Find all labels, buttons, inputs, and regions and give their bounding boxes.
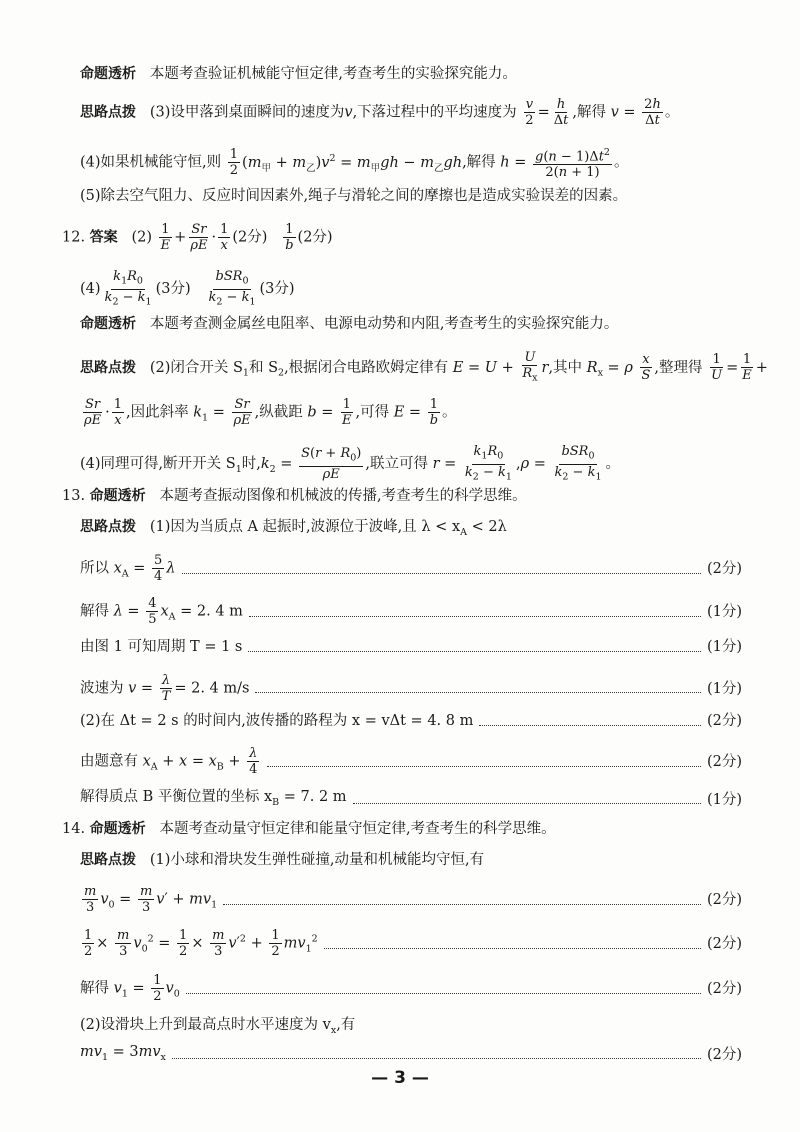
formula: $\frac{m}{3}$ <box>117 928 130 959</box>
score: (1分) <box>706 680 742 697</box>
hint-text: (1)因为当质点 A 起振时,波源位于波峰,且 λ < x <box>149 519 461 535</box>
q12-analysis <box>80 313 742 335</box>
hint-text: ,下落过程中的平均速度为 <box>352 104 517 121</box>
q11-analysis <box>80 63 742 85</box>
step-text: 所以 <box>80 560 109 577</box>
formula: $\frac{1}{E}$ <box>742 352 752 384</box>
q13-analysis <box>62 485 742 507</box>
score: (2分) <box>706 1046 742 1063</box>
formula: $\frac{Sr}{\rho E}$ <box>190 222 208 253</box>
hint-heading: 思路点拨 <box>80 852 136 868</box>
q13-step-1: 所以 $x_A$ = $\frac{5}{4}$ λ (2分) <box>80 553 742 584</box>
formula: $\frac{1}{x}$ <box>220 222 229 253</box>
hint-heading: 思路点拨 <box>80 359 136 376</box>
formula: $\frac{\lambda}{T}$ <box>161 673 171 704</box>
leader-dots <box>249 616 701 617</box>
hint-text: ,其中 <box>548 359 583 376</box>
score: (2分) <box>706 561 742 578</box>
formula: $\frac{h}{\Delta t}$ <box>553 97 569 128</box>
analysis-heading: 命题透析 <box>80 66 136 82</box>
formula: v <box>344 104 353 121</box>
formula: $\frac{1}{b}$ <box>285 222 294 253</box>
q14-hint-2: (2)设滑块上升到最高点时水平速度为 $v_x$,有 <box>80 1017 356 1036</box>
hint-text: ,整理得 <box>654 359 703 376</box>
hint-text: ,可得 <box>355 404 390 421</box>
hint-text: ,联立可得 <box>365 456 428 473</box>
q12-hint-2-cont: $\frac{Sr}{\rho E}$ · $\frac{1}{x}$ ,因此斜率 $k_1$ = $\frac{Sr}{\rho E}$ ,纵截距 b = $\frac{1}{E}$ ,可得 E = $\frac{1}{b}$ 。 <box>84 397 457 428</box>
hint-text: < 2λ <box>467 519 507 535</box>
formula: $\frac{1}{b}$ <box>429 397 439 428</box>
q13-step-5 <box>80 710 742 732</box>
score: (2分) <box>706 892 742 909</box>
leader-dots <box>324 948 701 949</box>
q14-analysis <box>62 818 742 840</box>
q12-answer-4 <box>80 269 742 309</box>
q14-hint <box>80 849 742 871</box>
leader-dots <box>186 993 701 994</box>
formula: $\frac{bSR_0}{k_2 - k_1}$ <box>208 269 256 308</box>
q13-hint: 思路点拨 (1)因为当质点 A 起振时,波源位于波峰,且 $\lambda < x_A < 2\lambda$ <box>80 519 507 538</box>
q11-hint-5: (5)除去空气阻力、反应时间因素外,绳子与滑轮之间的摩擦也是造成实验误差的因素。 <box>80 188 628 204</box>
q12-answer: 12. 答案 (2) $\frac{1}{E}$ + $\frac{Sr}{\rho E}$ · $\frac{1}{x}$ (2分) $\frac{1}{b}$ (2分) <box>62 222 333 253</box>
leader-dots <box>223 904 701 905</box>
q12-hint-2: 思路点拨 (2)闭合开关 $S_1$和 $S_2$,根据闭合电路欧姆定律有 E = U + $\frac{U}{R_x}$ r,其中 $R_x = \rho$ $\frac{x}{S}$ ,整理得 $\frac{1}{U}$ = $\frac{1}{E}$ + <box>80 350 768 384</box>
analysis-text: 本题考查振动图像和机械波的传播,考查考生的科学思维。 <box>159 488 527 504</box>
q14-step-2: $\frac{1}{2}$ × $\frac{m}{3}$ $v_0^2$ = $\frac{1}{2}$ × $\frac{m}{3}$ $v'^2$ + $\frac{1}{2}$ $mv_1^2$ (2分) <box>84 928 742 959</box>
formula: $\frac{1}{E}$ <box>160 222 171 253</box>
formula: $\frac{g(n - 1)\Delta t^2}{2(n + 1)}$ <box>535 147 610 181</box>
hint-heading: 思路点拨 <box>80 104 136 121</box>
analysis-text: 本题考查动量守恒定律和能量守恒定律,考查考生的科学思维。 <box>159 821 556 837</box>
hint-text: ,有 <box>336 1017 356 1033</box>
formula: $\frac{x}{S}$ <box>641 352 651 384</box>
formula: $\frac{5}{4}$ <box>154 553 163 584</box>
answer-text: (2) <box>131 229 153 246</box>
hint-text: (2)设滑块上升到最高点时水平速度为 v <box>80 1017 331 1033</box>
question-number: 14. <box>62 821 86 837</box>
leader-dots <box>172 1058 701 1059</box>
formula: $\frac{1}{2}$ <box>229 147 239 179</box>
hint-text: (1)小球和滑块发生弹性碰撞,动量和机械能均守恒,有 <box>149 852 485 868</box>
page-number: — 3 — <box>371 1068 429 1088</box>
step-text: 解得 <box>80 603 109 620</box>
analysis-heading: 命题透析 <box>80 316 136 332</box>
q13-step-6: 由题意有 $x_A + x = x_B$ + $\frac{\lambda}{4}$ (2分) <box>80 746 742 777</box>
leader-dots <box>267 766 701 767</box>
score: (2分) <box>706 981 742 998</box>
leader-dots <box>353 803 701 804</box>
q13-step-3 <box>80 636 742 658</box>
q13-step-4: 波速为 v = $\frac{\lambda}{T}$ = 2. 4 m/s (1分) <box>80 673 742 704</box>
step-text: 解得质点 B 平衡位置的坐标 x <box>80 789 273 805</box>
formula: $\frac{k_1R_0}{k_2 - k_1}$ <box>104 269 152 308</box>
formula: $\frac{1}{2}$ <box>84 928 93 959</box>
hint-text: (3)设甲落到桌面瞬间的速度为 <box>149 104 345 121</box>
formula: $\frac{Sr}{\rho E}$ <box>84 397 102 428</box>
analysis-heading: 命题透析 <box>89 821 146 837</box>
step-text: = 7. 2 m <box>279 789 347 805</box>
formula: $\frac{1}{E}$ <box>342 397 352 428</box>
hint-text: (4)如果机械能守恒,则 <box>80 154 222 171</box>
step-text: (2)在 Δt = 2 s 的时间内,波传播的路程为 x = vΔt = 4. 8 m <box>80 713 474 729</box>
q14-step-1: $\frac{m}{3}$ $v_0$ = $\frac{m}{3}$ $v' + mv_1$ (2分) <box>84 884 742 915</box>
q14-step-4: $mv_1 = 3mv_x$ (2分) <box>80 1041 742 1069</box>
analysis-text: 本题考查验证机械能守恒定律,考查考生的实验探究能力。 <box>149 66 517 82</box>
step-text: 由图 1 可知周期 T = 1 s <box>80 639 243 655</box>
hint-text: ,解得 <box>462 154 496 171</box>
hint-text: ,根据闭合电路欧姆定律有 <box>284 359 449 376</box>
leader-dots <box>248 651 701 652</box>
q11-hint-3: 思路点拨 (3)设甲落到桌面瞬间的速度为v,下落过程中的平均速度为 $\frac{v}{2}$ = $\frac{h}{\Delta t}$ ,解得 v = $\frac{2h}{\Delta t}$ 。 <box>80 97 680 128</box>
formula: $\frac{m}{3}$ <box>212 928 225 959</box>
formula: $\frac{Sr}{\rho E}$ <box>233 397 251 428</box>
score: (2分) <box>706 936 742 953</box>
hint-text: ,纵截距 <box>254 404 303 421</box>
score: (2分) <box>706 754 742 771</box>
q13-step-2: 解得 λ = $\frac{4}{5}$ $x_A = 2$. 4 m (1分) <box>80 596 742 627</box>
q13-step-7: 解得质点 B 平衡位置的坐标 $x_B = 7$. 2 m (1分) <box>80 786 742 814</box>
q11-hint-4: (4)如果机械能守恒,则 $\frac{1}{2}$ $(m_甲 + m_乙)v^2 = m_甲gh - m_乙gh$,解得 h = $\frac{g(n - 1)\Delta t^2}{2(n + 1)}$ 。 <box>80 147 629 181</box>
score: (2分) <box>297 229 333 246</box>
formula: $\frac{bSR_0}{k_2 - k_1}$ <box>554 444 602 483</box>
formula: $(m_甲 + m_乙)v^2 = m_甲gh - m_乙gh$ <box>242 152 463 174</box>
answer-text: (4) <box>80 281 101 298</box>
q12-hint-4: (4)同理可得,断开开关 $S_1$时$,k_2$ = $\frac{S(r + R_0)}{\rho E}$ ,联立可得 r = $\frac{k_1R_0}{k_2 - k_1}$ ,ρ = $\frac{bSR_0}{k_2 - k_1}$ 。 <box>80 444 621 483</box>
formula: $\frac{m}{3}$ <box>139 884 153 915</box>
hint-text: 和 S <box>248 359 279 376</box>
formula: $\frac{\lambda}{4}$ <box>249 746 258 777</box>
score: (3分) <box>259 281 295 298</box>
step-text: 由题意有 <box>80 753 138 770</box>
formula: $\frac{v}{2}$ <box>525 97 534 128</box>
answer-heading: 答案 <box>89 229 118 246</box>
analysis-text: 本题考查测金属丝电阻率、电源电动势和内阻,考查考生的实验探究能力。 <box>149 316 619 332</box>
formula: $\frac{2h}{\Delta t}$ <box>644 97 661 128</box>
leader-dots <box>182 573 701 574</box>
formula: $\frac{1}{2}$ <box>179 928 188 959</box>
formula: $\frac{U}{R_x}$ <box>522 350 538 384</box>
formula: $\frac{1}{2}$ <box>153 973 162 1004</box>
formula: $\frac{1}{x}$ <box>113 397 123 428</box>
hint-heading: 思路点拨 <box>80 519 136 535</box>
leader-dots <box>479 725 701 726</box>
hint-text: 时, <box>241 456 261 473</box>
score: (1分) <box>706 791 742 808</box>
formula: $\frac{1}{U}$ <box>711 352 723 384</box>
leader-dots <box>255 692 700 693</box>
hint-text: (4)同理可得,断开开关 S <box>80 456 236 473</box>
score: (1分) <box>706 639 742 655</box>
formula: $\frac{1}{2}$ <box>271 928 280 959</box>
question-number: 13. <box>62 488 86 504</box>
question-number: 12. <box>62 229 86 246</box>
analysis-heading: 命题透析 <box>89 488 146 504</box>
step-text: 波速为 <box>80 680 124 697</box>
score: (2分) <box>706 713 742 729</box>
score: (3分) <box>155 281 191 298</box>
hint-text: ,解得 <box>572 104 606 121</box>
hint-text: ,因此斜率 <box>126 404 189 421</box>
step-text: 解得 <box>80 980 109 997</box>
formula: $\frac{4}{5}$ <box>148 596 157 627</box>
formula: $\frac{S(r + R_0)}{\rho E}$ <box>301 446 362 482</box>
hint-text: (2)闭合开关 S <box>149 359 243 376</box>
score: (1分) <box>706 604 742 621</box>
q14-step-3: 解得 $v_1$ = $\frac{1}{2}$ $v_0$ (2分) <box>80 973 742 1004</box>
formula: $\frac{k_1R_0}{k_2 - k_1}$ <box>464 444 512 483</box>
formula: $\frac{m}{3}$ <box>84 884 97 915</box>
score: (2分) <box>232 229 268 246</box>
formula: v <box>610 104 619 121</box>
